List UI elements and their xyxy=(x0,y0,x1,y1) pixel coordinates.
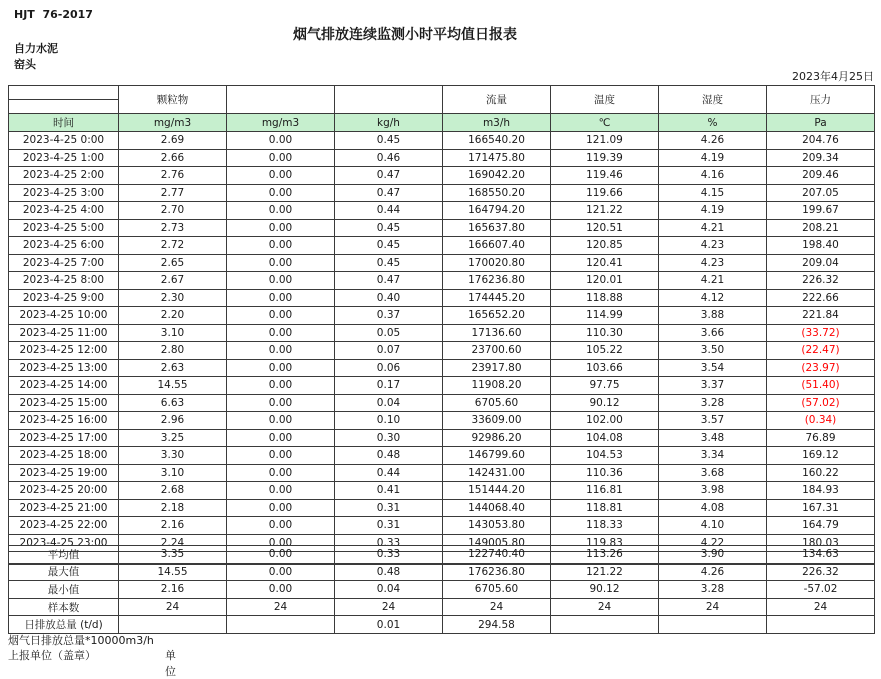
unit-m3h: m3/h xyxy=(443,114,551,132)
time-cell: 2023-4-25 12:00 xyxy=(9,342,119,360)
value-cell: (33.72) xyxy=(767,324,875,342)
table-row xyxy=(9,499,875,517)
value-cell: 4.10 xyxy=(659,517,767,535)
value-cell: 4.15 xyxy=(659,184,767,202)
unit-celsius: ℃ xyxy=(551,114,659,132)
table-row xyxy=(9,429,875,447)
unit-pa: Pa xyxy=(767,114,875,132)
value-cell: 0.00 xyxy=(227,464,335,482)
value-cell: 180.03 xyxy=(767,534,875,552)
value-cell: 2.63 xyxy=(119,359,227,377)
value-cell: 0.05 xyxy=(335,324,443,342)
value-cell: 2.77 xyxy=(119,184,227,202)
value-cell: 198.40 xyxy=(767,237,875,255)
value-cell: 3.10 xyxy=(119,464,227,482)
value-cell: 0.17 xyxy=(335,377,443,395)
value-cell: 0.41 xyxy=(335,482,443,500)
value-cell: 3.50 xyxy=(659,342,767,360)
value-cell: 0.00 xyxy=(227,394,335,412)
value-cell: 4.21 xyxy=(659,272,767,290)
value-cell: 119.39 xyxy=(551,149,659,167)
value-cell: 2.65 xyxy=(119,254,227,272)
value-cell: 2.76 xyxy=(119,167,227,185)
value-cell: 3.37 xyxy=(659,377,767,395)
value-cell: 142431.00 xyxy=(443,464,551,482)
value-cell: 166607.40 xyxy=(443,237,551,255)
summary-value-cell: 2.16 xyxy=(119,581,227,599)
value-cell: 121.09 xyxy=(551,132,659,150)
value-cell: 110.30 xyxy=(551,324,659,342)
summary-value-cell xyxy=(551,616,659,634)
value-cell: 222.66 xyxy=(767,289,875,307)
summary-value-cell: 294.58 xyxy=(443,616,551,634)
summary-value-cell: 24 xyxy=(551,598,659,616)
value-cell: 2.68 xyxy=(119,482,227,500)
summary-row xyxy=(9,563,875,581)
value-cell: 3.54 xyxy=(659,359,767,377)
table-row xyxy=(9,167,875,185)
summary-value-cell: 24 xyxy=(443,598,551,616)
summary-table xyxy=(8,545,875,634)
value-cell: 144068.40 xyxy=(443,499,551,517)
time-cell: 2023-4-25 5:00 xyxy=(9,219,119,237)
value-cell: 166540.20 xyxy=(443,132,551,150)
value-cell: 0.00 xyxy=(227,167,335,185)
value-cell: 151444.20 xyxy=(443,482,551,500)
unit-time: 时间 xyxy=(9,114,119,132)
value-cell: 120.41 xyxy=(551,254,659,272)
summary-value-cell: 6705.60 xyxy=(443,581,551,599)
value-cell: 0.00 xyxy=(227,499,335,517)
value-cell: 120.01 xyxy=(551,272,659,290)
table-row xyxy=(9,272,875,290)
group-header-row xyxy=(9,86,875,114)
value-cell: 174445.20 xyxy=(443,289,551,307)
value-cell: 4.19 xyxy=(659,149,767,167)
value-cell: 2.80 xyxy=(119,342,227,360)
value-cell: 0.40 xyxy=(335,289,443,307)
value-cell: 11908.20 xyxy=(443,377,551,395)
summary-value-cell: 113.26 xyxy=(551,546,659,564)
unit-mgm3-1: mg/m3 xyxy=(119,114,227,132)
value-cell: 0.44 xyxy=(335,464,443,482)
value-cell: 97.75 xyxy=(551,377,659,395)
data-rows xyxy=(9,132,875,565)
value-cell: 119.66 xyxy=(551,184,659,202)
header-blank-2 xyxy=(335,86,443,114)
value-cell: 0.45 xyxy=(335,219,443,237)
value-cell: (57.02) xyxy=(767,394,875,412)
value-cell: 0.00 xyxy=(227,184,335,202)
value-cell: 3.10 xyxy=(119,324,227,342)
value-cell: 4.23 xyxy=(659,237,767,255)
value-cell: 0.00 xyxy=(227,447,335,465)
time-cell: 2023-4-25 7:00 xyxy=(9,254,119,272)
value-cell: 0.00 xyxy=(227,482,335,500)
summary-value-cell: 90.12 xyxy=(551,581,659,599)
value-cell: 204.76 xyxy=(767,132,875,150)
split-cell-top xyxy=(9,86,118,100)
time-cell: 2023-4-25 8:00 xyxy=(9,272,119,290)
table-row xyxy=(9,324,875,342)
time-cell: 2023-4-25 18:00 xyxy=(9,447,119,465)
table-row xyxy=(9,132,875,150)
value-cell: 6705.60 xyxy=(443,394,551,412)
value-cell: 0.45 xyxy=(335,132,443,150)
value-cell: 92986.20 xyxy=(443,429,551,447)
header-flow: 流量 xyxy=(443,86,551,114)
value-cell: 0.00 xyxy=(227,132,335,150)
value-cell: 0.04 xyxy=(335,394,443,412)
table-row xyxy=(9,359,875,377)
value-cell: 209.04 xyxy=(767,254,875,272)
summary-label-cell: 日排放总量 (t/d) xyxy=(9,616,119,634)
summary-value-cell xyxy=(767,616,875,634)
summary-value-cell: 122740.40 xyxy=(443,546,551,564)
value-cell: 4.26 xyxy=(659,132,767,150)
value-cell: 3.66 xyxy=(659,324,767,342)
value-cell: 0.00 xyxy=(227,307,335,325)
value-cell: 2.96 xyxy=(119,412,227,430)
value-cell: 0.00 xyxy=(227,429,335,447)
value-cell: 169.12 xyxy=(767,447,875,465)
table-row xyxy=(9,184,875,202)
summary-label-cell: 最大值 xyxy=(9,563,119,581)
time-cell: 2023-4-25 16:00 xyxy=(9,412,119,430)
value-cell: (0.34) xyxy=(767,412,875,430)
header-blank-1 xyxy=(227,86,335,114)
table-row xyxy=(9,202,875,220)
value-cell: 120.85 xyxy=(551,237,659,255)
value-cell: 102.00 xyxy=(551,412,659,430)
value-cell: 146799.60 xyxy=(443,447,551,465)
table-row xyxy=(9,219,875,237)
summary-value-cell: 176236.80 xyxy=(443,563,551,581)
unit-kgh: kg/h xyxy=(335,114,443,132)
value-cell: 0.00 xyxy=(227,254,335,272)
time-cell: 2023-4-25 14:00 xyxy=(9,377,119,395)
value-cell: 184.93 xyxy=(767,482,875,500)
time-cell: 2023-4-25 2:00 xyxy=(9,167,119,185)
time-header-split-cell xyxy=(9,86,119,114)
value-cell: 0.31 xyxy=(335,499,443,517)
report-table xyxy=(8,85,875,565)
report-unit-label: 上报单位（盖章） xyxy=(8,649,96,662)
value-cell: 2.67 xyxy=(119,272,227,290)
value-cell: 23917.80 xyxy=(443,359,551,377)
value-cell: 90.12 xyxy=(551,394,659,412)
summary-value-cell: 24 xyxy=(659,598,767,616)
summary-value-cell: 134.63 xyxy=(767,546,875,564)
value-cell: 3.98 xyxy=(659,482,767,500)
value-cell: 104.53 xyxy=(551,447,659,465)
value-cell: 199.67 xyxy=(767,202,875,220)
summary-value-cell: 14.55 xyxy=(119,563,227,581)
summary-row xyxy=(9,546,875,564)
value-cell: 0.00 xyxy=(227,534,335,552)
summary-value-cell: 3.35 xyxy=(119,546,227,564)
value-cell: 0.06 xyxy=(335,359,443,377)
value-cell: 164.79 xyxy=(767,517,875,535)
value-cell: 33609.00 xyxy=(443,412,551,430)
value-cell: 0.07 xyxy=(335,342,443,360)
value-cell: 14.55 xyxy=(119,377,227,395)
value-cell: 143053.80 xyxy=(443,517,551,535)
summary-value-cell xyxy=(227,616,335,634)
value-cell: 170020.80 xyxy=(443,254,551,272)
summary-value-cell: 4.26 xyxy=(659,563,767,581)
value-cell: 2.20 xyxy=(119,307,227,325)
value-cell: 23700.60 xyxy=(443,342,551,360)
summary-value-cell: 226.32 xyxy=(767,563,875,581)
value-cell: 171475.80 xyxy=(443,149,551,167)
value-cell: 0.47 xyxy=(335,272,443,290)
value-cell: 0.00 xyxy=(227,517,335,535)
value-cell: 167.31 xyxy=(767,499,875,517)
split-cell-bottom xyxy=(9,100,118,113)
summary-value-cell: 24 xyxy=(767,598,875,616)
time-cell: 2023-4-25 3:00 xyxy=(9,184,119,202)
value-cell: 105.22 xyxy=(551,342,659,360)
table-row xyxy=(9,447,875,465)
table-row xyxy=(9,289,875,307)
value-cell: 17136.60 xyxy=(443,324,551,342)
value-cell: (51.40) xyxy=(767,377,875,395)
footer-note: 烟气日排放总量*10000m3/h xyxy=(8,634,154,647)
value-cell: 6.63 xyxy=(119,394,227,412)
time-cell: 2023-4-25 4:00 xyxy=(9,202,119,220)
value-cell: 3.25 xyxy=(119,429,227,447)
summary-row xyxy=(9,616,875,634)
unit-label: 单位 xyxy=(165,649,176,678)
value-cell: 0.45 xyxy=(335,254,443,272)
value-cell: 3.68 xyxy=(659,464,767,482)
value-cell: 2.70 xyxy=(119,202,227,220)
value-cell: 3.28 xyxy=(659,394,767,412)
value-cell: 119.46 xyxy=(551,167,659,185)
value-cell: 0.37 xyxy=(335,307,443,325)
time-cell: 2023-4-25 21:00 xyxy=(9,499,119,517)
report-date: 2023年4月25日 xyxy=(792,70,874,83)
company-name: 自力水泥 xyxy=(14,42,58,55)
time-cell: 2023-4-25 22:00 xyxy=(9,517,119,535)
value-cell: 0.00 xyxy=(227,377,335,395)
table-row xyxy=(9,412,875,430)
unit-mgm3-2: mg/m3 xyxy=(227,114,335,132)
summary-value-cell: 0.48 xyxy=(335,563,443,581)
value-cell: 209.34 xyxy=(767,149,875,167)
value-cell: 160.22 xyxy=(767,464,875,482)
value-cell: 114.99 xyxy=(551,307,659,325)
value-cell: 0.00 xyxy=(227,149,335,167)
summary-value-cell: 0.04 xyxy=(335,581,443,599)
time-cell: 2023-4-25 6:00 xyxy=(9,237,119,255)
table-row xyxy=(9,254,875,272)
value-cell: 0.00 xyxy=(227,412,335,430)
time-cell: 2023-4-25 17:00 xyxy=(9,429,119,447)
value-cell: 104.08 xyxy=(551,429,659,447)
summary-value-cell xyxy=(659,616,767,634)
summary-label-cell: 最小值 xyxy=(9,581,119,599)
summary-row xyxy=(9,598,875,616)
time-cell: 2023-4-25 15:00 xyxy=(9,394,119,412)
table-row xyxy=(9,394,875,412)
summary-value-cell xyxy=(119,616,227,634)
value-cell: (22.47) xyxy=(767,342,875,360)
value-cell: 119.83 xyxy=(551,534,659,552)
time-cell: 2023-4-25 13:00 xyxy=(9,359,119,377)
header-particulate: 颗粒物 xyxy=(119,86,227,114)
time-cell: 2023-4-25 19:00 xyxy=(9,464,119,482)
footer-units xyxy=(8,647,176,678)
value-cell: 0.00 xyxy=(227,202,335,220)
summary-value-cell: 121.22 xyxy=(551,563,659,581)
table-row xyxy=(9,482,875,500)
value-cell: 221.84 xyxy=(767,307,875,325)
value-cell: 0.00 xyxy=(227,237,335,255)
value-cell: 207.05 xyxy=(767,184,875,202)
value-cell: 0.00 xyxy=(227,324,335,342)
value-cell: 76.89 xyxy=(767,429,875,447)
value-cell: 0.00 xyxy=(227,219,335,237)
time-cell: 2023-4-25 11:00 xyxy=(9,324,119,342)
value-cell: 110.36 xyxy=(551,464,659,482)
value-cell: 2.18 xyxy=(119,499,227,517)
value-cell: 4.12 xyxy=(659,289,767,307)
summary-value-cell: -57.02 xyxy=(767,581,875,599)
summary-value-cell: 24 xyxy=(119,598,227,616)
value-cell: 165637.80 xyxy=(443,219,551,237)
value-cell: 3.34 xyxy=(659,447,767,465)
value-cell: 4.19 xyxy=(659,202,767,220)
table-row xyxy=(9,342,875,360)
station-name: 窑头 xyxy=(14,58,36,71)
value-cell: 0.00 xyxy=(227,289,335,307)
summary-value-cell: 0.00 xyxy=(227,581,335,599)
value-cell: 2.72 xyxy=(119,237,227,255)
header-pressure: 压力 xyxy=(767,86,875,114)
unit-row xyxy=(9,114,875,132)
value-cell: 0.44 xyxy=(335,202,443,220)
value-cell: 2.24 xyxy=(119,534,227,552)
value-cell: 0.47 xyxy=(335,184,443,202)
value-cell: 176236.80 xyxy=(443,272,551,290)
table-row xyxy=(9,149,875,167)
value-cell: 226.32 xyxy=(767,272,875,290)
value-cell: 103.66 xyxy=(551,359,659,377)
table-row xyxy=(9,237,875,255)
value-cell: 165652.20 xyxy=(443,307,551,325)
value-cell: 3.88 xyxy=(659,307,767,325)
value-cell: 0.30 xyxy=(335,429,443,447)
value-cell: 0.00 xyxy=(227,342,335,360)
summary-label-cell: 平均值 xyxy=(9,546,119,564)
value-cell: (23.97) xyxy=(767,359,875,377)
value-cell: 118.33 xyxy=(551,517,659,535)
header-temperature: 温度 xyxy=(551,86,659,114)
value-cell: 0.31 xyxy=(335,517,443,535)
summary-value-cell: 24 xyxy=(227,598,335,616)
summary-value-cell: 3.28 xyxy=(659,581,767,599)
summary-row xyxy=(9,581,875,599)
value-cell: 0.47 xyxy=(335,167,443,185)
summary-value-cell: 0.33 xyxy=(335,546,443,564)
value-cell: 118.81 xyxy=(551,499,659,517)
time-cell: 2023-4-25 23:00 xyxy=(9,534,119,552)
value-cell: 2.69 xyxy=(119,132,227,150)
value-cell: 0.48 xyxy=(335,447,443,465)
summary-rows xyxy=(9,546,875,634)
value-cell: 4.23 xyxy=(659,254,767,272)
summary-value-cell: 0.00 xyxy=(227,546,335,564)
table-row xyxy=(9,517,875,535)
value-cell: 4.22 xyxy=(659,534,767,552)
page-title: 烟气排放连续监测小时平均值日报表 xyxy=(293,27,517,43)
value-cell: 149005.80 xyxy=(443,534,551,552)
table-row xyxy=(9,464,875,482)
value-cell: 118.88 xyxy=(551,289,659,307)
time-cell: 2023-4-25 20:00 xyxy=(9,482,119,500)
value-cell: 3.57 xyxy=(659,412,767,430)
value-cell: 3.30 xyxy=(119,447,227,465)
value-cell: 2.73 xyxy=(119,219,227,237)
value-cell: 2.16 xyxy=(119,517,227,535)
value-cell: 120.51 xyxy=(551,219,659,237)
value-cell: 2.66 xyxy=(119,149,227,167)
doc-code: HJT 76-2017 xyxy=(14,8,93,21)
summary-value-cell: 3.90 xyxy=(659,546,767,564)
value-cell: 4.21 xyxy=(659,219,767,237)
value-cell: 3.48 xyxy=(659,429,767,447)
value-cell: 0.33 xyxy=(335,534,443,552)
value-cell: 168550.20 xyxy=(443,184,551,202)
value-cell: 0.00 xyxy=(227,359,335,377)
table-row xyxy=(9,307,875,325)
value-cell: 0.10 xyxy=(335,412,443,430)
time-cell: 2023-4-25 0:00 xyxy=(9,132,119,150)
summary-value-cell: 0.00 xyxy=(227,563,335,581)
table-row xyxy=(9,377,875,395)
value-cell: 0.00 xyxy=(227,272,335,290)
time-cell: 2023-4-25 1:00 xyxy=(9,149,119,167)
header-humidity: 湿度 xyxy=(659,86,767,114)
summary-label-cell: 样本数 xyxy=(9,598,119,616)
value-cell: 4.16 xyxy=(659,167,767,185)
time-cell: 2023-4-25 9:00 xyxy=(9,289,119,307)
value-cell: 169042.20 xyxy=(443,167,551,185)
value-cell: 208.21 xyxy=(767,219,875,237)
summary-value-cell: 0.01 xyxy=(335,616,443,634)
value-cell: 0.46 xyxy=(335,149,443,167)
unit-percent: % xyxy=(659,114,767,132)
value-cell: 0.45 xyxy=(335,237,443,255)
value-cell: 4.08 xyxy=(659,499,767,517)
value-cell: 116.81 xyxy=(551,482,659,500)
value-cell: 209.46 xyxy=(767,167,875,185)
summary-value-cell: 24 xyxy=(335,598,443,616)
time-cell: 2023-4-25 10:00 xyxy=(9,307,119,325)
value-cell: 2.30 xyxy=(119,289,227,307)
value-cell: 121.22 xyxy=(551,202,659,220)
value-cell: 164794.20 xyxy=(443,202,551,220)
